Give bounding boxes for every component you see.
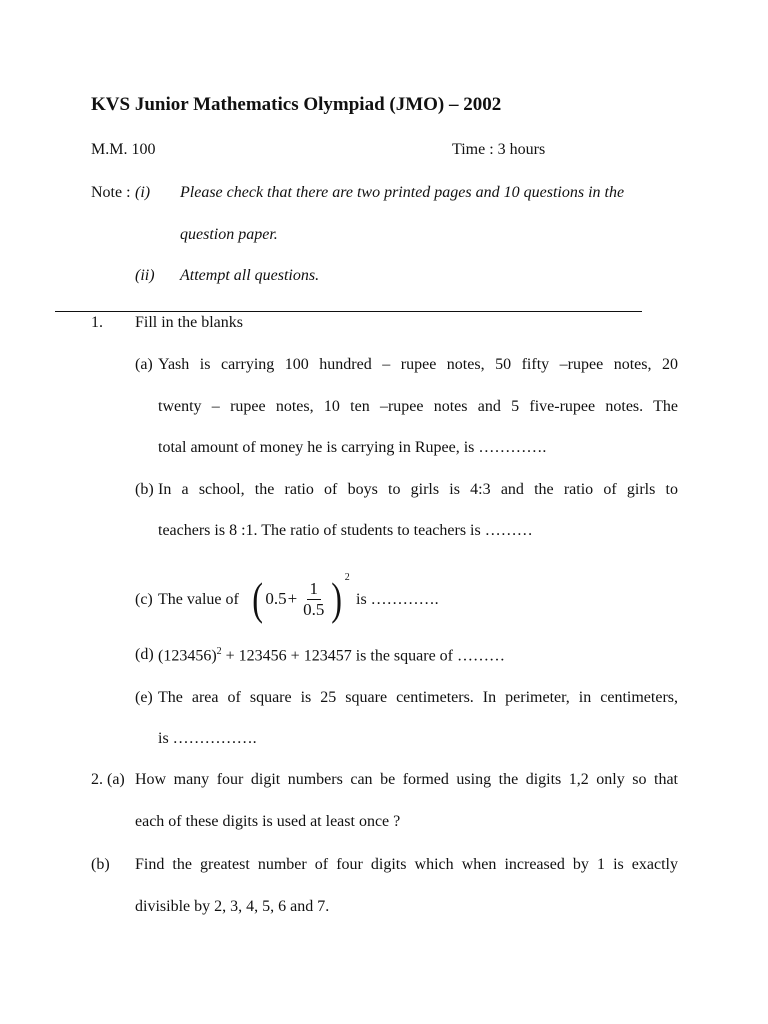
part-text: is …………….	[158, 730, 257, 747]
math-exponent: 2	[344, 571, 350, 583]
note-text: Attempt all questions.	[180, 267, 320, 284]
close-paren: )	[331, 573, 343, 624]
note-number: (ii)	[135, 267, 155, 284]
part-text: Find the greatest number of four digits which when increased by 1 is exactly	[135, 856, 678, 873]
math-plus: +	[287, 589, 298, 608]
part-label: (b)	[135, 481, 154, 498]
divider-rule	[55, 311, 642, 312]
part-label: (c)	[135, 591, 153, 608]
note-text: Please check that there are two printed pages and 10 questions in the	[180, 184, 625, 201]
part-label: 2. (a)	[91, 771, 125, 788]
part-label: (a)	[135, 356, 153, 373]
part-text: is ………….	[356, 591, 439, 608]
part-text: teachers is 8 :1. The ratio of students to teachers is ………	[158, 522, 533, 539]
part-text: How many four digit numbers can be formed using the digits 1,2 only so that	[135, 771, 678, 788]
part-text: total amount of money he is carrying in Rupee, is ………….	[158, 439, 547, 456]
fraction-denominator: 0.5	[303, 599, 325, 619]
question-heading: Fill in the blanks	[135, 314, 243, 331]
math-rest: + 123456 + 123457 is the square of ………	[221, 647, 506, 665]
part-label: (b)	[91, 856, 110, 873]
part-text: each of these digits is used at least once ?	[135, 813, 401, 830]
max-marks: M.M. 100	[91, 141, 156, 158]
part-text: divisible by 2, 3, 4, 5, 6 and 7.	[135, 898, 330, 915]
question-number: 1.	[91, 314, 103, 331]
math-expression	[250, 567, 350, 631]
part-text: Yash is carrying 100 hundred – rupee notes, 50 fifty –rupee notes, 20	[158, 356, 678, 373]
open-paren: (	[252, 573, 264, 624]
note-text: question paper.	[180, 226, 278, 243]
part-text: The area of square is 25 square centimeters. In perimeter, in centimeters,	[158, 689, 678, 706]
part-text: In a school, the ratio of boys to girls is 4:3 and the ratio of girls to	[158, 481, 678, 498]
note-label: Note :	[91, 184, 131, 201]
part-text	[158, 646, 505, 665]
math-exponent: 2	[216, 646, 222, 657]
time-allowed: Time : 3 hours	[452, 141, 546, 158]
fraction	[300, 579, 327, 619]
page-title: KVS Junior Mathematics Olympiad (JMO) – 2002	[91, 94, 502, 115]
part-label: (d)	[135, 646, 154, 663]
math-whole: 0.5	[265, 589, 287, 608]
part-label: (e)	[135, 689, 153, 706]
math-base: (123456)	[158, 647, 217, 665]
note-number: (i)	[135, 184, 151, 201]
fraction-numerator: 1	[307, 579, 322, 600]
part-text: The value of	[158, 591, 239, 608]
part-text: twenty – rupee notes, 10 ten –rupee notes and 5 five-rupee notes. The	[158, 398, 678, 415]
